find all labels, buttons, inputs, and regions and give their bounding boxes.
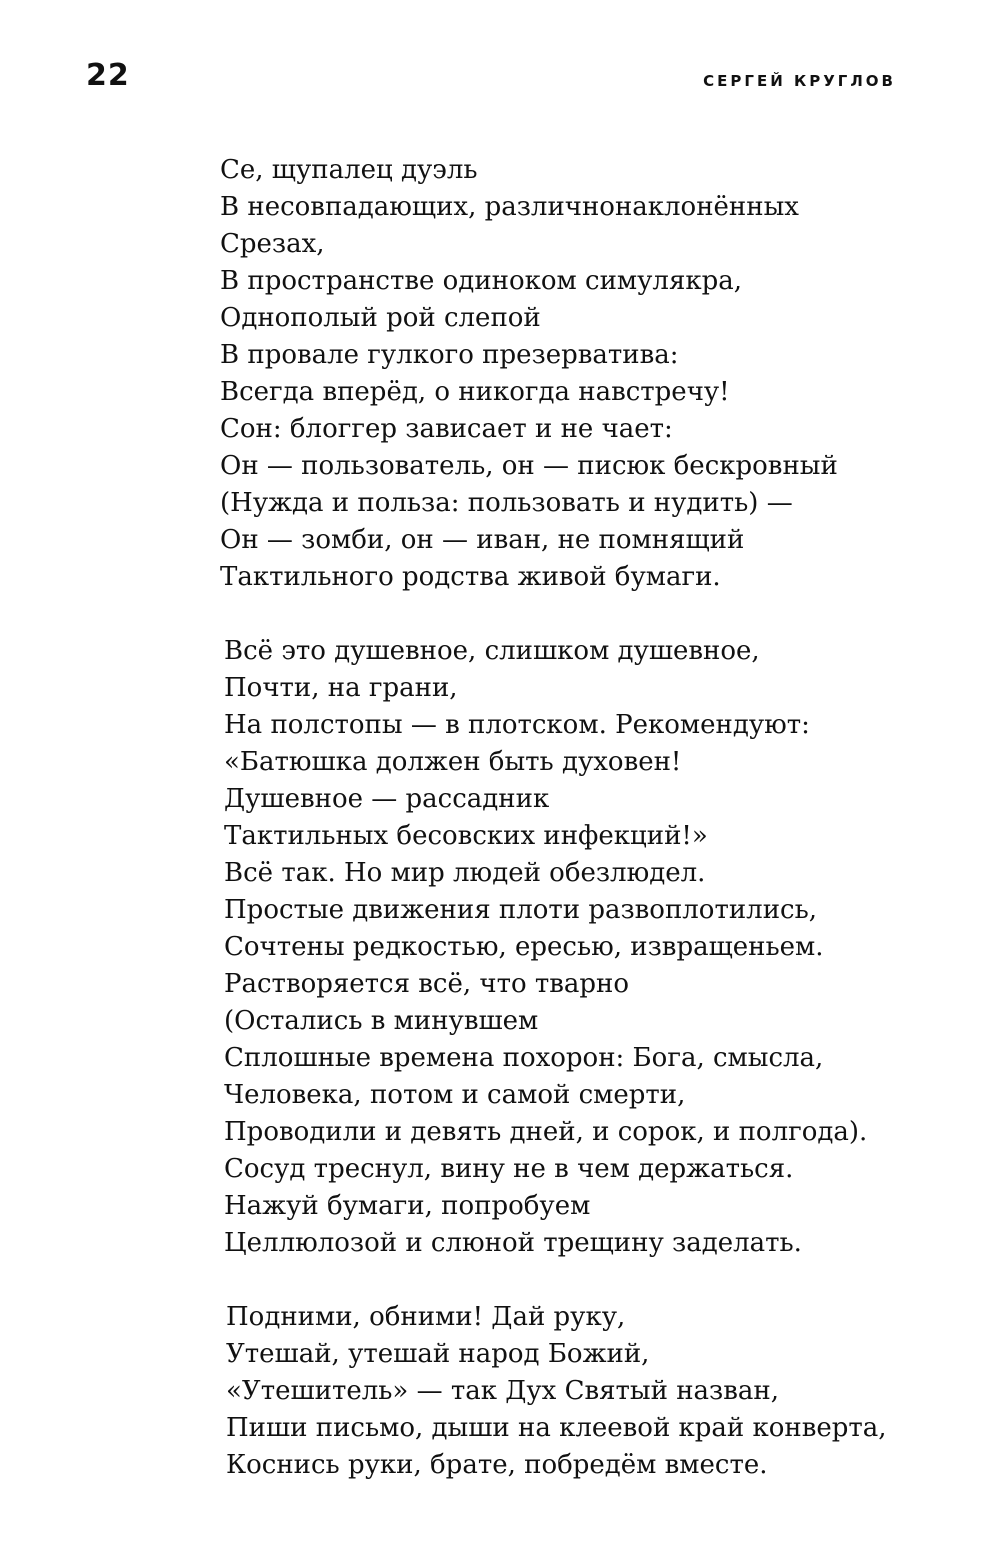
poem-line: Сон: блоггер зависает и не чает: bbox=[220, 414, 673, 444]
poem-line: Он — пользователь, он — писюк бескровный bbox=[220, 451, 838, 481]
poem-line: Однополый рой слепой bbox=[220, 303, 541, 333]
stanza-3 bbox=[220, 1299, 920, 1484]
poem-line: В несовпадающих, различнонаклонённых bbox=[220, 192, 799, 222]
poem-line: Сплошные времена похорон: Бога, смысла, bbox=[224, 1043, 824, 1073]
poem-line: Нажуй бумаги, попробуем bbox=[224, 1191, 591, 1221]
poem-line: Срезах, bbox=[220, 229, 325, 259]
poem-line: Се, щупалец дуэль bbox=[220, 155, 478, 185]
poem-line: Тактильных бесовских инфекций!» bbox=[224, 821, 708, 851]
poem-line: Сочтены редкостью, ересью, извращеньем. bbox=[224, 932, 824, 962]
poem-line: Человека, потом и самой смерти, bbox=[224, 1080, 686, 1110]
poem-line: Он — зомби, он — иван, не помнящий bbox=[220, 525, 745, 555]
poem-line: Всё это душевное, слишком душевное, bbox=[224, 636, 760, 666]
poem-line: В провале гулкого презерватива: bbox=[220, 340, 679, 370]
poem-line: Подними, обними! Дай руку, bbox=[226, 1302, 626, 1332]
poem-line: Растворяется всё, что тварно bbox=[224, 969, 630, 999]
page-number: 22 bbox=[86, 58, 130, 93]
poem-line: Проводили и девять дней, и сорок, и полгода). bbox=[224, 1117, 868, 1147]
poem-line: Тактильного родства живой бумаги. bbox=[220, 562, 721, 592]
poem-line: Сосуд треснул, вину не в чем держаться. bbox=[224, 1154, 794, 1184]
poem-line: Простые движения плоти развоплотились, bbox=[224, 895, 817, 925]
poem-line: Утешай, утешай народ Божий, bbox=[226, 1339, 650, 1369]
poem-line: Всегда вперёд, о никогда навстречу! bbox=[220, 377, 730, 407]
poem-line: (Нужда и польза: пользовать и нудить) — bbox=[220, 488, 793, 518]
poem-line: В пространстве одиноком симулякра, bbox=[220, 266, 743, 296]
running-header-author: СЕРГЕЙ КРУГЛОВ bbox=[703, 72, 896, 90]
stanza-1 bbox=[220, 152, 920, 596]
poem-line: «Утешитель» — так Дух Святый назван, bbox=[226, 1376, 779, 1406]
poem-line: (Остались в минувшем bbox=[224, 1006, 539, 1036]
poem-line: Душевное — рассадник bbox=[224, 784, 550, 814]
stanza-2 bbox=[220, 633, 920, 1262]
poem-line: Коснись руки, брате, побредём вместе. bbox=[226, 1450, 768, 1480]
poem-line: Всё так. Но мир людей обезлюдел. bbox=[224, 858, 706, 888]
poem-line: Пиши письмо, дыши на клеевой край конверта, bbox=[226, 1413, 887, 1443]
poem-line: Целлюлозой и слюной трещину заделать. bbox=[224, 1228, 802, 1258]
poem-line: На полстопы — в плотском. Рекомендуют: bbox=[224, 710, 810, 740]
poem-line: «Батюшка должен быть духовен! bbox=[224, 747, 682, 777]
poem bbox=[220, 152, 920, 1521]
poem-line: Почти, на грани, bbox=[224, 673, 458, 703]
